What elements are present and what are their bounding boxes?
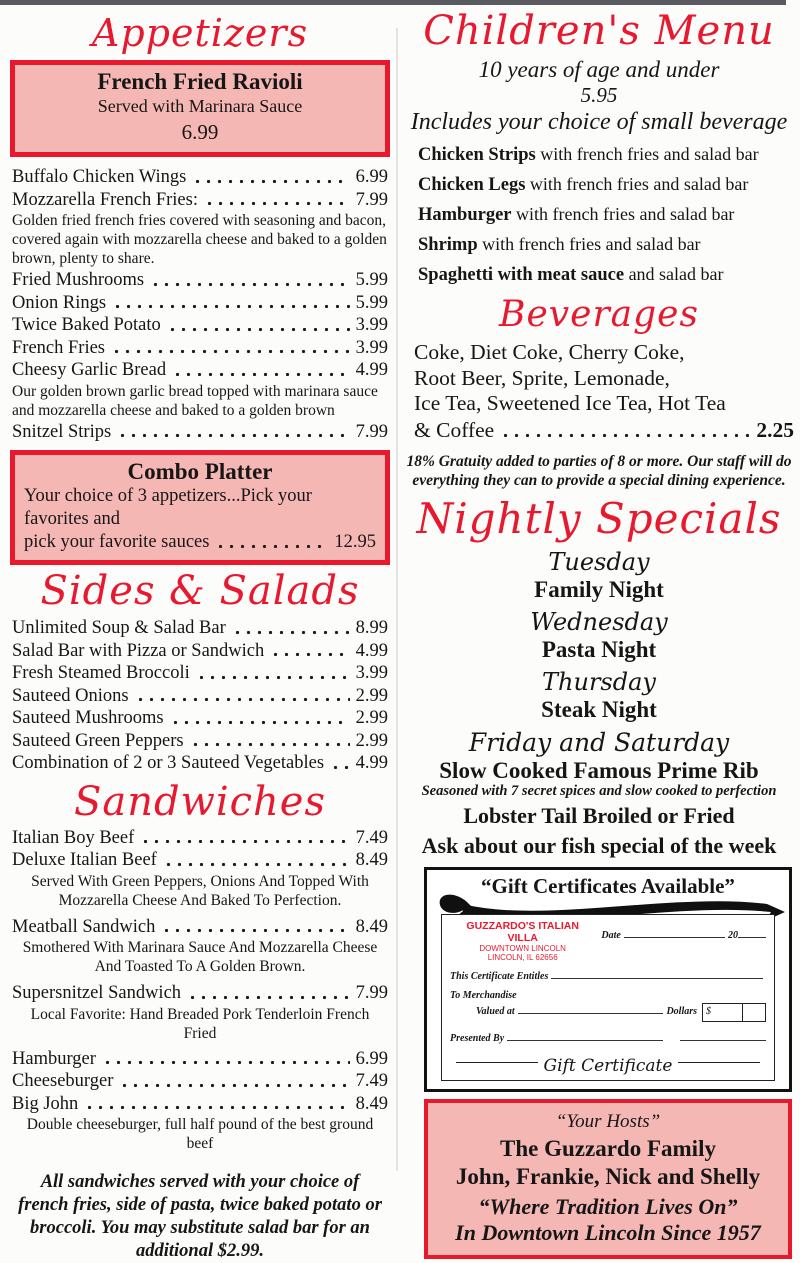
childrens-price: 5.95 <box>580 83 618 107</box>
combo-line2-row <box>24 531 376 554</box>
date-blank-line <box>624 928 725 938</box>
menu-item-row <box>10 421 390 444</box>
item-name: Sauteed Green Peppers <box>12 730 184 751</box>
certificate-date-row <box>595 920 766 963</box>
beverages-price-row <box>404 417 794 443</box>
dot-leader <box>150 269 350 292</box>
merchandise-label: To Merchandise <box>450 989 517 1001</box>
dot-leader <box>117 421 349 444</box>
year-blank-line <box>738 928 766 938</box>
special-day: Tuesday <box>548 547 650 576</box>
nightly-specials-heading: Nightly Specials <box>416 493 782 543</box>
certificate-entitles-row <box>450 969 766 982</box>
childrens-item-rest: with french fries and salad bar <box>535 144 759 164</box>
childrens-item <box>418 264 794 286</box>
menu-item-row <box>10 189 390 212</box>
item-description: Our golden brown garlic bread topped with marinara sauce and mozzarella cheese and baked to a golden brown <box>12 382 378 419</box>
item-name: Italian Boy Beef <box>12 827 135 848</box>
childrens-item-name: Chicken Strips <box>418 145 536 165</box>
menu-item-row <box>10 269 390 292</box>
special-name: Family Night <box>534 576 664 602</box>
dollar-sign: $ <box>703 1004 743 1021</box>
gratuity-note <box>404 452 794 491</box>
item-price: 4.99 <box>355 360 388 380</box>
your-hosts-box <box>424 1099 792 1259</box>
item-name: Meatball Sandwich <box>12 916 156 937</box>
footer-rule-right <box>678 1062 760 1063</box>
menu-item-row <box>10 662 390 685</box>
menu-item-row <box>10 982 390 1005</box>
dollar-amount-box <box>702 1003 766 1022</box>
item-price: 7.99 <box>355 421 388 442</box>
nightly-specials-list <box>404 548 794 859</box>
item-description: Smothered With Marinara Sauce And Mozzarella Cheese And Toasted To A Golden Brown. <box>22 939 378 975</box>
combo-platter-box <box>10 450 390 565</box>
childrens-item-name: Spaghetti with meat sauce <box>418 265 625 285</box>
childrens-list <box>404 144 794 286</box>
dot-leader <box>140 827 349 850</box>
childrens-item <box>418 204 794 226</box>
certificate-merchandise-row <box>450 985 766 1003</box>
beverages-price: 2.25 <box>756 417 794 442</box>
item-price: 8.99 <box>355 618 388 638</box>
menu-item-row <box>10 640 390 663</box>
business-name: GUZZARDO'S ITALIAN VILLA <box>466 919 579 944</box>
menu-item-row <box>10 617 390 640</box>
item-name: Onion Rings <box>12 292 107 313</box>
item-price: 7.99 <box>355 983 388 1003</box>
featured-item-price: 6.99 <box>181 120 219 144</box>
dot-leader <box>102 1048 350 1071</box>
menu-item-row <box>10 292 390 315</box>
childrens-age-note: 10 years of age and under <box>478 57 720 82</box>
item-price: 2.99 <box>355 730 388 751</box>
dot-leader <box>111 337 350 360</box>
menu-item-row <box>10 707 390 730</box>
item-description: Local Favorite: Hand Breaded Pork Tenderloin French Fried <box>30 1005 370 1042</box>
childrens-item-name: Shrimp <box>418 235 478 255</box>
menu-item-row <box>10 752 390 775</box>
business-address-2: LINCOLN, IL 62656 <box>487 953 558 962</box>
childrens-beverage-note: Includes your choice of small beverage <box>410 109 788 135</box>
item-name: Supersnitzel Sandwich <box>12 983 182 1003</box>
beverages-heading: Beverages <box>499 294 699 335</box>
childrens-item-rest: with french fries and salad bar <box>477 234 701 254</box>
childrens-menu-heading: Children's Menu <box>423 8 775 54</box>
item-price: 4.99 <box>355 753 388 773</box>
dot-leader <box>161 916 349 939</box>
childrens-item-name: Chicken Legs <box>418 175 526 195</box>
gift-certificate-form <box>441 914 775 1081</box>
featured-item-subtitle: Served with Marinara Sauce <box>97 96 303 116</box>
gift-certificate-box <box>424 867 792 1092</box>
weekend-prime-desc: Seasoned with 7 secret spices and slow cooked to perfection <box>421 782 777 799</box>
menu-item-row <box>10 685 390 708</box>
item-price: 3.99 <box>355 337 388 358</box>
special-day: Wednesday <box>530 607 668 636</box>
childrens-item <box>418 144 794 166</box>
childrens-item <box>418 234 794 256</box>
sandwiches-footnote: All sandwiches served with your choice of french fries, side of pasta, twice baked potato or broccoli. You may substitute salad bar for an additional $2.99. <box>18 1172 382 1261</box>
menu-item-row <box>10 1093 390 1116</box>
menu-item-row <box>10 730 390 753</box>
certificate-business-block <box>450 920 595 963</box>
item-name: Big John <box>12 1093 79 1114</box>
certificate-presented-row <box>450 1031 766 1044</box>
childrens-item <box>418 174 794 196</box>
childrens-item-rest: and salad bar <box>624 264 724 284</box>
presented-by-label: Presented By <box>450 1032 505 1044</box>
date-label: Date <box>601 929 621 941</box>
item-price: 8.49 <box>355 916 388 937</box>
gift-certificates-title: “Gift Certificates Available” <box>481 873 735 898</box>
dot-leader <box>232 617 350 640</box>
item-price: 2.99 <box>355 685 388 706</box>
childrens-item-name: Hamburger <box>418 205 512 225</box>
beverages-line: Ice Tea, Sweetened Ice Tea, Hot Tea <box>414 391 726 415</box>
presented-blank-line <box>507 1031 663 1041</box>
item-name: Sauteed Mushrooms <box>12 708 164 728</box>
gratuity-line1: 18% Gratuity added to parties of 8 or more. Our staff will do <box>406 452 792 470</box>
combo-title: Combo Platter <box>127 459 273 484</box>
sandwiches-list <box>10 827 390 1156</box>
item-price: 8.49 <box>355 850 388 870</box>
beverages-last-line: & Coffee <box>414 417 495 442</box>
menu-item-row <box>10 827 390 850</box>
item-price: 7.99 <box>355 189 388 210</box>
dot-leader <box>270 640 349 663</box>
weekend-fish-note: Ask about our fish special of the week <box>421 832 777 858</box>
dollars-label: Dollars <box>666 1005 697 1017</box>
dot-leader <box>112 292 350 315</box>
item-price: 5.99 <box>355 270 388 290</box>
featured-item-name: French Fried Ravioli <box>97 69 303 94</box>
item-description: Double cheeseburger, full half pound of the best ground beef <box>26 1116 374 1152</box>
item-name: Deluxe Italian Beef <box>12 850 157 870</box>
certificate-header-row <box>450 920 766 963</box>
date-year-prefix: 20 <box>728 929 738 941</box>
item-name: Salad Bar with Pizza or Sandwich <box>12 640 265 661</box>
childrens-item-rest: with french fries and salad bar <box>525 174 749 194</box>
item-price: 2.99 <box>355 708 388 728</box>
item-name: Cheeseburger <box>12 1071 114 1091</box>
scan-edge-strip <box>0 0 786 5</box>
special-name: Pasta Night <box>541 636 657 662</box>
dot-leader <box>84 1093 349 1116</box>
item-name: Mozzarella French Fries: <box>12 189 198 210</box>
item-name: Hamburger <box>12 1048 96 1069</box>
left-column <box>10 8 390 1263</box>
dot-leader <box>170 707 350 730</box>
featured-ravioli-box <box>10 60 390 157</box>
item-name: Buffalo Chicken Wings <box>12 167 187 187</box>
dot-leader <box>135 685 350 708</box>
item-name: Twice Baked Potato <box>12 315 161 335</box>
menu-item-row <box>10 337 390 360</box>
weekend-prime-rib: Slow Cooked Famous Prime Rib <box>439 757 759 783</box>
item-name: Combination of 2 or 3 Sauteed Vegetables <box>12 753 325 773</box>
business-address-1: DOWNTOWN LINCOLN <box>479 943 566 953</box>
hosts-tagline: “Where Tradition Lives On” <box>478 1193 738 1219</box>
item-description: Served With Green Peppers, Onions And Topped With Mozzarella Cheese And Baked To Perfection. <box>31 872 369 909</box>
item-name: Unlimited Soup & Salad Bar <box>12 618 226 638</box>
item-name: Fresh Steamed Broccoli <box>12 663 190 683</box>
menu-item-row <box>10 314 390 337</box>
hosts-members: John, Frankie, Nick and Shelly <box>455 1163 761 1189</box>
cents-cell <box>743 1004 765 1021</box>
dot-leader <box>330 752 350 775</box>
sandwiches-heading: Sandwiches <box>73 778 326 825</box>
combo-price: 12.95 <box>334 532 376 552</box>
item-price: 6.99 <box>355 167 388 187</box>
right-column <box>404 6 794 1259</box>
signature-blank-line <box>680 1031 766 1041</box>
entitles-blank-line <box>551 969 763 979</box>
your-hosts-label: “Your Hosts” <box>555 1110 661 1132</box>
valued-blank-line <box>518 1004 664 1014</box>
dot-leader <box>167 314 350 337</box>
item-price: 7.49 <box>355 1071 388 1091</box>
weekend-lobster: Lobster Tail Broiled or Fried <box>463 802 735 828</box>
item-price: 5.99 <box>355 292 388 313</box>
gift-certificate-script: Gift Certificate <box>543 1055 673 1076</box>
valued-at-label: Valued at <box>476 1005 515 1017</box>
menu-item-row <box>10 1048 390 1071</box>
item-name: Fried Mushrooms <box>12 270 145 290</box>
sides-salads-heading: Sides & Salads <box>40 568 360 614</box>
page-seam-divider <box>396 28 398 1171</box>
item-price: 3.99 <box>355 663 388 683</box>
hosts-family-name: The Guzzardo Family <box>500 1135 716 1161</box>
dot-leader <box>196 662 350 685</box>
item-description: Golden fried french fries covered with seasoning and bacon, covered again with mozzarella cheese and baked to a golden brown, plenty to share. <box>12 212 387 267</box>
item-name: Snitzel Strips <box>12 421 112 442</box>
dot-leader <box>172 359 350 382</box>
dot-leader <box>119 1070 349 1093</box>
item-price: 6.99 <box>355 1048 388 1069</box>
dot-leader <box>215 531 328 554</box>
menu-item-row <box>10 359 390 382</box>
dot-leader <box>192 166 349 189</box>
special-name: Steak Night <box>541 696 657 722</box>
dot-leader <box>190 730 350 753</box>
dot-leader <box>500 417 750 443</box>
item-price: 3.99 <box>355 315 388 335</box>
dot-leader <box>204 189 350 212</box>
item-price: 8.49 <box>355 1093 388 1114</box>
certificate-valued-row <box>450 1003 766 1022</box>
weekend-day: Friday and Saturday <box>468 727 730 757</box>
item-name: Cheesy Garlic Bread <box>12 360 167 380</box>
entitles-label: This Certificate Entitles <box>450 970 549 982</box>
gratuity-line2: everything they can to provide a special dining experience. <box>412 472 786 489</box>
appetizers-heading: Appetizers <box>91 11 309 55</box>
sides-list <box>10 617 390 775</box>
item-name: Sauteed Onions <box>12 685 129 706</box>
beverages-line: Root Beer, Sprite, Lemonade, <box>414 365 670 390</box>
menu-item-row <box>10 916 390 939</box>
special-day: Thursday <box>542 667 656 696</box>
menu-item-row <box>10 1070 390 1093</box>
item-price: 7.49 <box>355 827 388 848</box>
combo-line2: pick your favorite sauces <box>24 532 210 552</box>
footer-rule-left <box>456 1062 538 1063</box>
item-price: 4.99 <box>355 640 388 661</box>
beverages-line: Coke, Diet Coke, Cherry Coke, <box>414 340 685 364</box>
menu-item-row <box>10 166 390 189</box>
item-name: French Fries <box>12 337 105 358</box>
childrens-item-rest: with french fries and salad bar <box>511 204 735 224</box>
hosts-since: In Downtown Lincoln Since 1957 <box>455 1219 761 1245</box>
menu-item-row <box>10 849 390 872</box>
dot-leader <box>163 849 350 872</box>
combo-line1: Your choice of 3 appetizers...Pick your favorites and <box>24 486 312 529</box>
dot-leader <box>187 982 350 1005</box>
appetizers-list <box>10 166 390 443</box>
certificate-footer <box>450 1056 766 1076</box>
